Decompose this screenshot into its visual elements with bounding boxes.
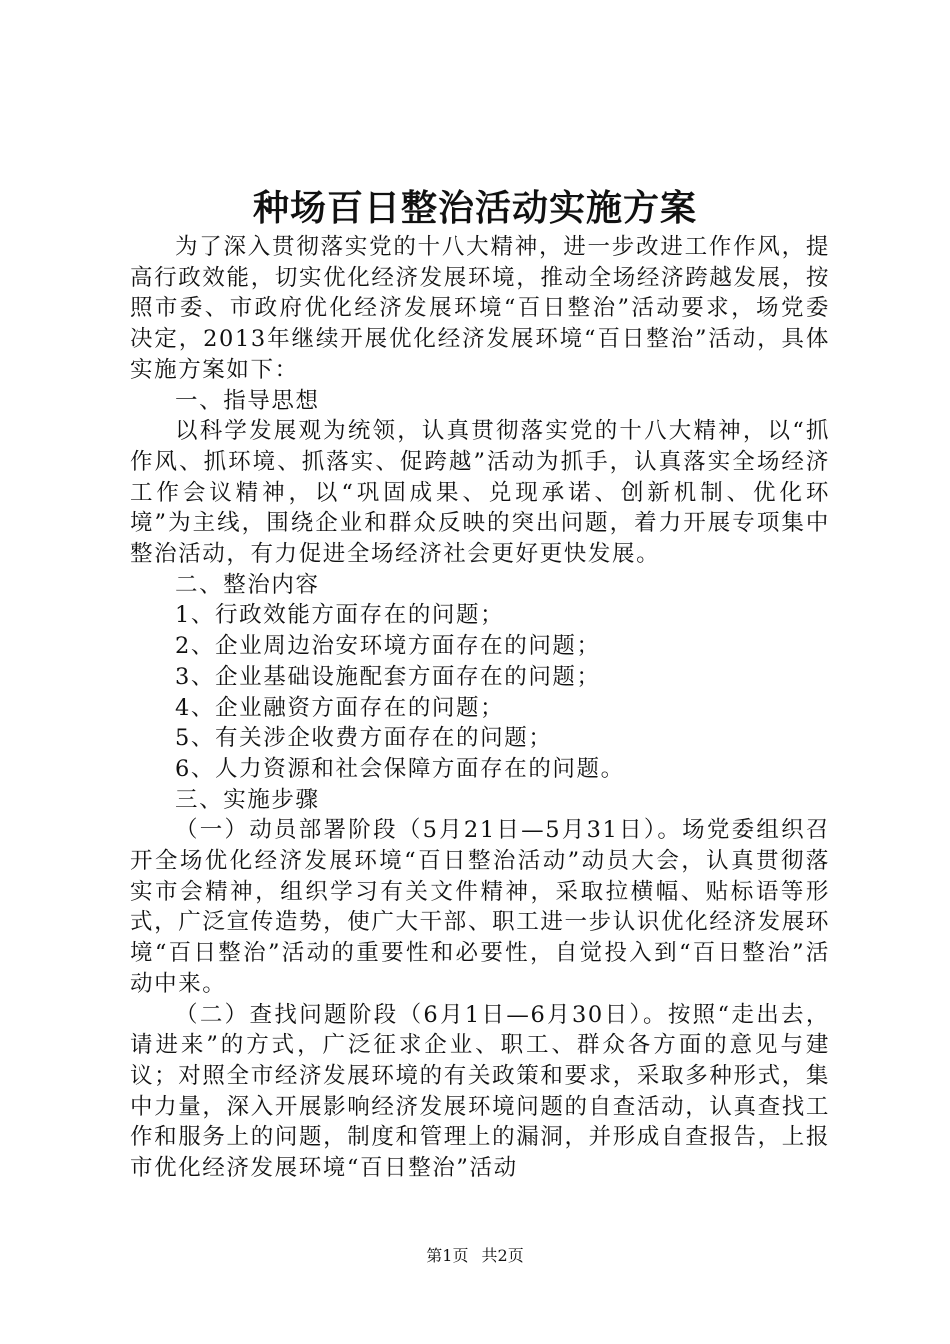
content-item-1: 1、行政效能方面存在的问题；	[175, 602, 505, 629]
section-heading-guiding-ideology: 一、指导思想	[175, 387, 320, 414]
intro-paragraph: 为了深入贯彻落实党的十八大精神，进一步改进工作作风，提高行政效能，切实优化经济发展环境，推动全场经济跨越发展，按照市委、市政府优化经济发展环境“百日整治”活动要求，场党委决定，2013年继续开展优化经济发展环境“百日整治”活动，具体实施方案如下：	[130, 234, 830, 383]
step-2-paragraph: （二）查找问题阶段（6月1日—6月30日）。按照“走出去，请进来”的方式，广泛征求企业、职工、群众各方面的意见与建议；对照全市经济发展环境的有关政策和要求，采取多种形式，集中力量，深入开展影响经济发展环境问题的自查活动，认真查找工作和服务上的问题，制度和管理上的漏洞，并形成自查报告，上报市优化经济发展环境“百日整治”活动	[130, 1001, 830, 1182]
document-body	[130, 232, 830, 1184]
content-item-3: 3、企业基础设施配套方面存在的问题；	[175, 663, 601, 690]
section-heading-rectification-content: 二、整治内容	[175, 571, 320, 598]
page-footer	[0, 1245, 950, 1267]
page-number: 第1页	[426, 1246, 469, 1265]
content-item-6: 6、人力资源和社会保障方面存在的问题。	[175, 755, 625, 782]
content-item-5: 5、有关涉企收费方面存在的问题；	[175, 725, 553, 752]
document-title: 种场百日整治活动实施方案	[252, 187, 697, 229]
content-item-4: 4、企业融资方面存在的问题；	[175, 694, 505, 721]
content-item-2: 2、企业周边治安环境方面存在的问题；	[175, 633, 601, 660]
section-heading-implementation-steps: 三、实施步骤	[175, 786, 320, 813]
page-total: 共2页	[481, 1246, 524, 1265]
guiding-ideology-paragraph: 以科学发展观为统领，认真贯彻落实党的十八大精神，以“抓作风、抓环境、抓落实、促跨越”活动为抓手，认真落实全场经济工作会议精神，以“巩固成果、兑现承诺、创新机制、优化环境”为主线，围绕企业和群众反映的突出问题，着力开展专项集中整治活动，有力促进全场经济社会更好更快发展。	[130, 418, 830, 568]
step-1-paragraph: （一）动员部署阶段（5月21日—5月31日）。场党委组织召开全场优化经济发展环境“百日整治活动”动员大会，认真贯彻落实市会精神，组织学习有关文件精神，采取拉横幅、贴标语等形式，广泛宣传造势，使广大干部、职工进一步认识优化经济发展环境“百日整治”活动的重要性和必要性，自觉投入到“百日整治”活动中来。	[130, 817, 830, 997]
